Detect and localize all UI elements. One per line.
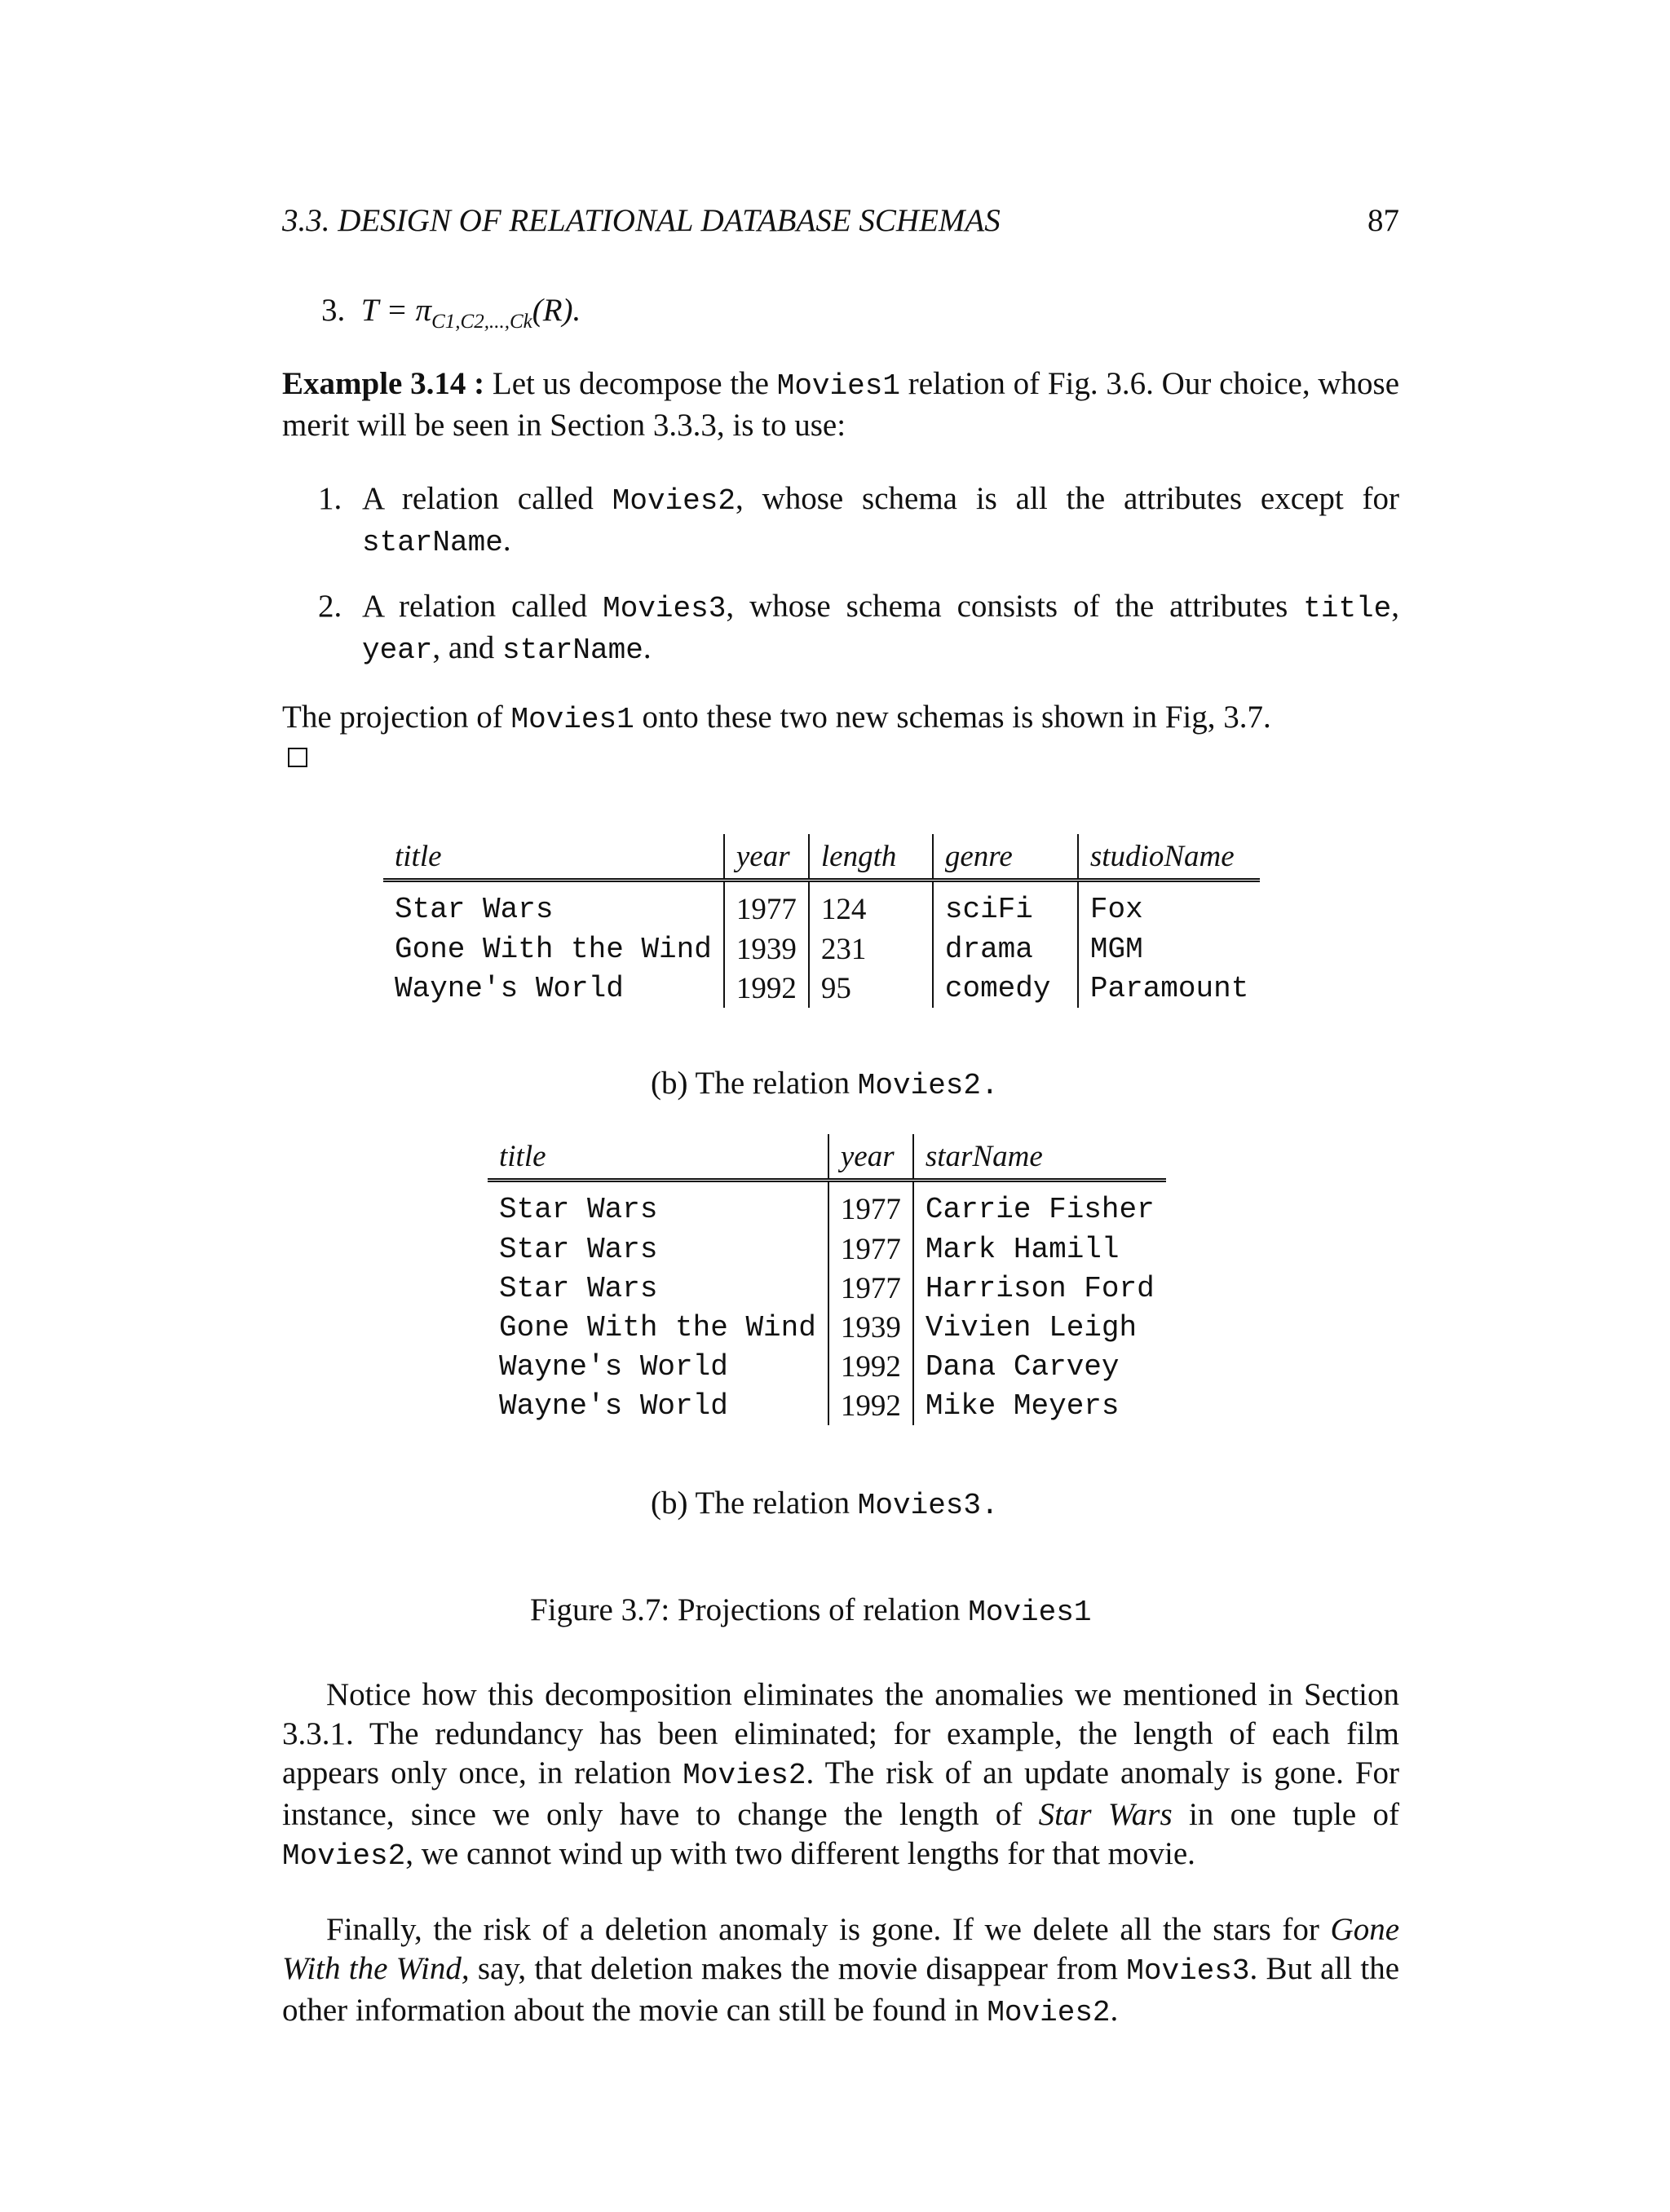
table-cell: 1977 [828, 1230, 913, 1269]
section-title: 3.3. DESIGN OF RELATIONAL DATABASE SCHEMAS [282, 203, 1001, 238]
table-cell: 124 [809, 881, 933, 930]
table-header-row [383, 834, 1260, 881]
list-item-number: 1. [318, 481, 342, 516]
table-cell: Star Wars [499, 1192, 658, 1226]
formula-number: 3. [321, 293, 346, 328]
table-cell: 1939 [828, 1308, 913, 1347]
body-italic: Gone With the Wind, [282, 1912, 1400, 1986]
caption-text: (b) The relation [651, 1066, 850, 1101]
finally-paragraph [282, 1910, 1399, 2033]
projection-text: onto these two new schemas is shown in Fig, 3.7. [642, 700, 1271, 735]
list-item-code: Movies3 [603, 592, 727, 625]
caption-code: Movies3. [857, 1489, 999, 1522]
caption-text: (b) The relation [651, 1486, 850, 1521]
table-cell: Gone With the Wind [499, 1310, 816, 1344]
table-row [383, 929, 1260, 969]
table-cell: 1992 [828, 1386, 913, 1425]
table-cell: 231 [809, 929, 933, 969]
table-row [488, 1308, 1166, 1347]
example-paragraph [282, 364, 1399, 445]
table-row [488, 1386, 1166, 1425]
body-code: Movies2 [987, 1996, 1111, 2029]
table-cell: Mike Meyers [913, 1386, 1166, 1425]
list-item-code: starName [501, 634, 643, 667]
projection-code: Movies1 [510, 703, 634, 736]
end-of-example-box [288, 748, 307, 767]
table-cell: comedy [933, 969, 1078, 1008]
list-item-text: A relation called [362, 589, 588, 624]
table-cell: Wayne's World [395, 971, 624, 1005]
notice-paragraph [282, 1676, 1399, 1876]
movies3-table [488, 1134, 1166, 1425]
page-number: 87 [1367, 203, 1399, 238]
list-item-text: , whose schema consists of the attributes [726, 589, 1288, 624]
table-row [383, 881, 1260, 930]
column-header: title [395, 839, 442, 873]
list-item-text: , [1391, 589, 1400, 624]
list-item-text: , whose schema is all the attributes except for [735, 481, 1400, 516]
table-cell: Fox [1078, 881, 1260, 930]
formula-argument: (R). [532, 293, 581, 328]
table-cell: 1992 [828, 1347, 913, 1386]
formula-line [321, 292, 581, 333]
body-text: in one tuple of [1188, 1797, 1400, 1832]
example-label: Example 3.14 : [282, 366, 485, 401]
table2-caption [651, 1485, 999, 1522]
figure-caption [530, 1592, 1091, 1629]
formula-lhs: T = π [360, 293, 432, 328]
column-header: title [499, 1139, 546, 1173]
table-cell: 1992 [724, 969, 809, 1008]
table-header-row [488, 1134, 1166, 1181]
table-cell: 1939 [724, 929, 809, 969]
list-item-number: 2. [318, 589, 342, 624]
table-cell: 1977 [828, 1269, 913, 1308]
body-italic: Star Wars [1038, 1797, 1173, 1832]
list-item [318, 479, 1399, 563]
table-cell: 95 [809, 969, 933, 1008]
example-text-2: relation of Fig. 3.6. Our choice, whose merit will be seen in Section 3.3.3, is to use: [282, 366, 1400, 443]
formula-subscript: C1,C2,...,Ck [431, 311, 532, 333]
table-cell: MGM [1078, 929, 1260, 969]
table-row [383, 969, 1260, 1008]
projection-text: The projection of [282, 700, 503, 735]
table-cell: 1977 [724, 881, 809, 930]
caption-code: Movies1 [968, 1596, 1092, 1629]
list-item [318, 587, 1399, 670]
list-item-text: , and [432, 630, 495, 665]
body-text: . The risk of an update anomaly is gone. For instance, since we only have to change the length of [282, 1755, 1400, 1832]
table1-caption [651, 1065, 999, 1102]
caption-text: Figure 3.7: Projections of relation [530, 1592, 961, 1627]
running-header [282, 202, 1399, 239]
list-item-text: . [502, 523, 511, 558]
body-text: . [1110, 1993, 1119, 2028]
list-item-code: starName [362, 526, 503, 559]
table-cell: Vivien Leigh [913, 1308, 1166, 1347]
table-row [488, 1181, 1166, 1230]
list-item-code: year [362, 634, 433, 667]
movies2-table [383, 834, 1260, 1008]
column-header: length [809, 834, 933, 881]
table-row [488, 1269, 1166, 1308]
table-cell: Harrison Ford [913, 1269, 1166, 1308]
table-cell: Wayne's World [499, 1349, 728, 1384]
table-row [488, 1230, 1166, 1269]
list-item-code: Movies2 [612, 484, 736, 518]
table-cell: Wayne's World [499, 1389, 728, 1423]
table-cell: Paramount [1078, 969, 1260, 1008]
list-item-text: . [643, 630, 652, 665]
body-code: Movies3 [1126, 1954, 1250, 1988]
column-header: year [724, 834, 809, 881]
caption-code: Movies2. [857, 1069, 999, 1102]
list-item-text: A relation called [362, 481, 594, 516]
column-header: starName [913, 1134, 1166, 1181]
table-row [488, 1347, 1166, 1386]
column-header: studioName [1078, 834, 1260, 881]
body-text: , we cannot wind up with two different lengths for that movie. [405, 1836, 1195, 1871]
column-header: year [828, 1134, 913, 1181]
column-header: genre [933, 834, 1078, 881]
table-cell: 1977 [828, 1181, 913, 1230]
body-code: Movies2 [282, 1839, 406, 1873]
body-text: Finally, the risk of a deletion anomaly is gone. If we delete all the stars for [326, 1912, 1319, 1947]
table-cell: Gone With the Wind [395, 932, 712, 966]
table-cell: Dana Carvey [913, 1347, 1166, 1386]
projection-paragraph [282, 698, 1399, 740]
body-text: . But all the other information about the movie can still be found in [282, 1951, 1400, 2028]
table-cell: Star Wars [499, 1271, 658, 1305]
list-item-code: title [1303, 592, 1392, 625]
body-text: Notice how this decomposition eliminates the anomalies we mentioned in Section 3.3.1. The redundancy has been eliminated; for example, the length of each film appears only once, in relation [282, 1677, 1399, 1790]
body-code: Movies2 [683, 1759, 806, 1792]
example-text-1: Let us decompose the [492, 366, 769, 401]
table-cell: sciFi [933, 881, 1078, 930]
example-code: Movies1 [776, 369, 900, 403]
table-cell: Star Wars [395, 892, 554, 926]
body-text: say, that deletion makes the movie disappear from [477, 1951, 1118, 1986]
table-cell: Mark Hamill [913, 1230, 1166, 1269]
table-cell: Star Wars [499, 1232, 658, 1266]
table-cell: drama [933, 929, 1078, 969]
table-cell: Carrie Fisher [913, 1181, 1166, 1230]
